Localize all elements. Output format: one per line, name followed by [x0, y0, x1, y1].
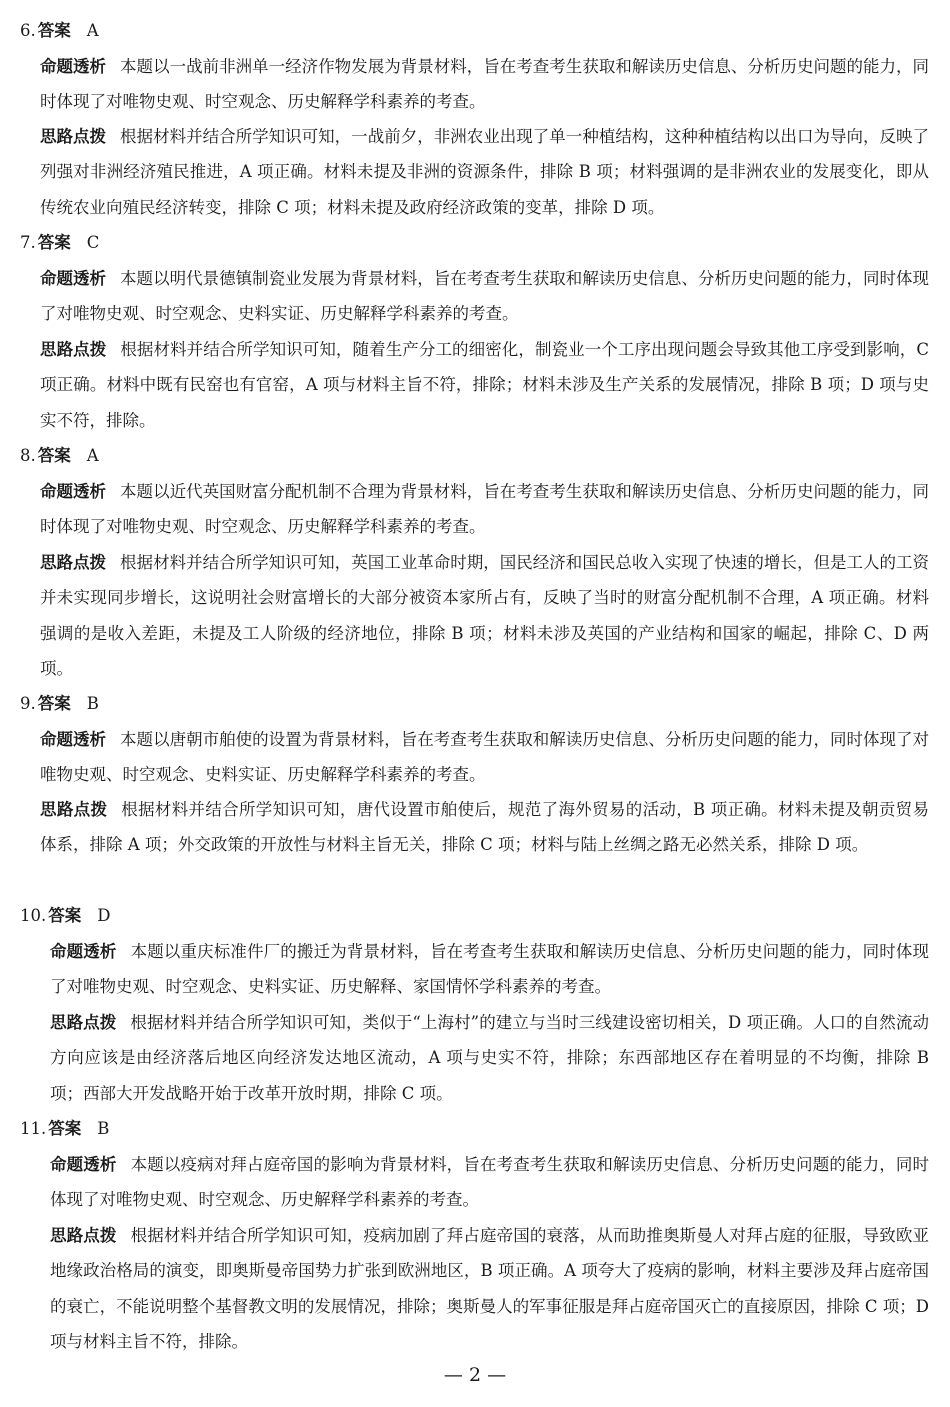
question-7-hint — [40, 332, 929, 438]
analysis-label: 命题透析 — [40, 57, 107, 76]
answer-value: C — [86, 233, 100, 252]
question-6-hint — [40, 119, 929, 225]
hint-text: 根据材料并结合所学知识可知，英国工业革命时期，国民经济和国民总收入实现了快速的增长，但是工人的工资并未实现同步增长，这说明社会财富增长的大部分被资本家所占有，反映了当时的财富分配机制不合理，A 项正确。材料强调的是收入差距，未提及工人阶级的经济地位，排除 B 项；材料未涉及英国的产业结构和国家的崛起，排除 C、D 两项。 — [40, 553, 930, 678]
answer-label: 答案 — [37, 21, 71, 40]
question-7-header — [20, 232, 99, 254]
hint-text: 根据材料并结合所学知识可知，随着生产分工的细密化，制瓷业一个工序出现问题会导致其他工序受到影响，C 项正确。材料中既有民窑也有官窑，A 项与材料主旨不符，排除；材料未涉及生产关系的发展情况，排除 B 项；D 项与史实不符，排除。 — [40, 340, 930, 430]
question-8-hint — [40, 545, 929, 686]
analysis-text: 本题以唐朝市舶使的设置为背景材料，旨在考查考生获取和解读历史信息、分析历史问题的能力，同时体现了对唯物史观、时空观念、史料实证、历史解释学科素养的考查。 — [40, 730, 930, 785]
question-8-analysis — [40, 474, 929, 545]
hint-text: 根据材料并结合所学知识可知，疫病加剧了拜占庭帝国的衰落，从而助推奥斯曼人对拜占庭的征服，导致欧亚地缘政治格局的演变，即奥斯曼帝国势力扩张到欧洲地区，B 项正确。A 项夸大了疫病的影响，材料主要涉及拜占庭帝国的衰亡，不能说明整个基督教文明的发展情况，排除；奥斯曼人的军事征服是拜占庭帝国灭亡的直接原因，排除 C 项；D 项与材料主旨不符，排除。 — [50, 1226, 930, 1351]
analysis-text: 本题以疫病对拜占庭帝国的影响为背景材料，旨在考查考生获取和解读历史信息、分析历史问题的能力，同时体现了对唯物史观、时空观念、历史解释学科素养的考查。 — [50, 1155, 930, 1210]
page-number: — 2 — — [443, 1364, 507, 1386]
question-number: 7. — [20, 233, 36, 252]
question-10-analysis — [50, 934, 929, 1005]
question-number: 11. — [20, 1119, 47, 1138]
answer-value: B — [86, 694, 99, 713]
answer-label: 答案 — [37, 694, 71, 713]
analysis-text: 本题以一战前非洲单一经济作物发展为背景材料，旨在考查考生获取和解读历史信息、分析历史问题的能力，同时体现了对唯物史观、时空观念、历史解释学科素养的考查。 — [40, 57, 930, 112]
analysis-label: 命题透析 — [50, 1155, 117, 1174]
question-9-hint — [40, 792, 929, 863]
analysis-label: 命题透析 — [50, 942, 117, 961]
answer-value: A — [86, 446, 99, 465]
analysis-text: 本题以重庆标准件厂的搬迁为背景材料，旨在考查考生获取和解读历史信息、分析历史问题的能力，同时体现了对唯物史观、时空观念、史料实证、历史解释、家国情怀学科素养的考查。 — [50, 942, 930, 997]
question-number: 9. — [20, 694, 36, 713]
question-10-hint — [50, 1005, 929, 1111]
analysis-label: 命题透析 — [40, 482, 107, 501]
question-6-header — [20, 20, 99, 42]
hint-label: 思路点拨 — [50, 1013, 117, 1032]
hint-label: 思路点拨 — [40, 553, 107, 572]
hint-text: 根据材料并结合所学知识可知，一战前夕，非洲农业出现了单一种植结构，这种种植结构以出口为导向，反映了列强对非洲经济殖民推进，A 项正确。材料未提及非洲的资源条件，排除 B 项；材料强调的是非洲农业的发展变化，即从传统农业向殖民经济转变，排除 C 项；材料未提及政府经济政策的变革，排除 D 项。 — [40, 127, 930, 217]
answer-label: 答案 — [48, 906, 82, 925]
question-number: 8. — [20, 446, 36, 465]
analysis-label: 命题透析 — [40, 269, 107, 288]
question-6-analysis — [40, 49, 929, 120]
answer-value: B — [97, 1119, 110, 1138]
question-number: 10. — [20, 906, 47, 925]
question-9-analysis — [40, 722, 929, 793]
hint-label: 思路点拨 — [50, 1226, 117, 1245]
hint-text: 根据材料并结合所学知识可知，唐代设置市舶使后，规范了海外贸易的活动，B 项正确。材料未提及朝贡贸易体系，排除 A 项；外交政策的开放性与材料主旨无关，排除 C 项；材料与陆上丝绸之路无必然关系，排除 D 项。 — [40, 800, 929, 855]
hint-text: 根据材料并结合所学知识可知，类似于“上海村”的建立与当时三线建设密切相关，D 项正确。人口的自然流动方向应该是由经济落后地区向经济发达地区流动，A 项与史实不符，排除；东西部地区存在着明显的不均衡，排除 B 项；西部大开发战略开始于改革开放时期，排除 C 项。 — [50, 1013, 929, 1103]
hint-label: 思路点拨 — [40, 800, 108, 819]
analysis-text: 本题以近代英国财富分配机制不合理为背景材料，旨在考查考生获取和解读历史信息、分析历史问题的能力，同时体现了对唯物史观、时空观念、历史解释学科素养的考查。 — [40, 482, 930, 537]
hint-label: 思路点拨 — [40, 127, 107, 146]
question-number: 6. — [20, 21, 36, 40]
analysis-label: 命题透析 — [40, 730, 107, 749]
answer-label: 答案 — [37, 233, 71, 252]
hint-label: 思路点拨 — [40, 340, 107, 359]
question-7-analysis — [40, 261, 929, 332]
answer-label: 答案 — [37, 446, 71, 465]
question-11-hint — [50, 1218, 929, 1359]
answer-value: D — [97, 906, 111, 925]
answer-value: A — [86, 21, 99, 40]
answer-label: 答案 — [48, 1119, 82, 1138]
question-10-header — [20, 905, 110, 927]
question-11-analysis — [50, 1147, 929, 1218]
question-9-header — [20, 693, 99, 715]
analysis-text: 本题以明代景德镇制瓷业发展为背景材料，旨在考查考生获取和解读历史信息、分析历史问题的能力，同时体现了对唯物史观、时空观念、史料实证、历史解释学科素养的考查。 — [40, 269, 930, 324]
question-8-header — [20, 445, 99, 467]
question-11-header — [20, 1118, 109, 1140]
